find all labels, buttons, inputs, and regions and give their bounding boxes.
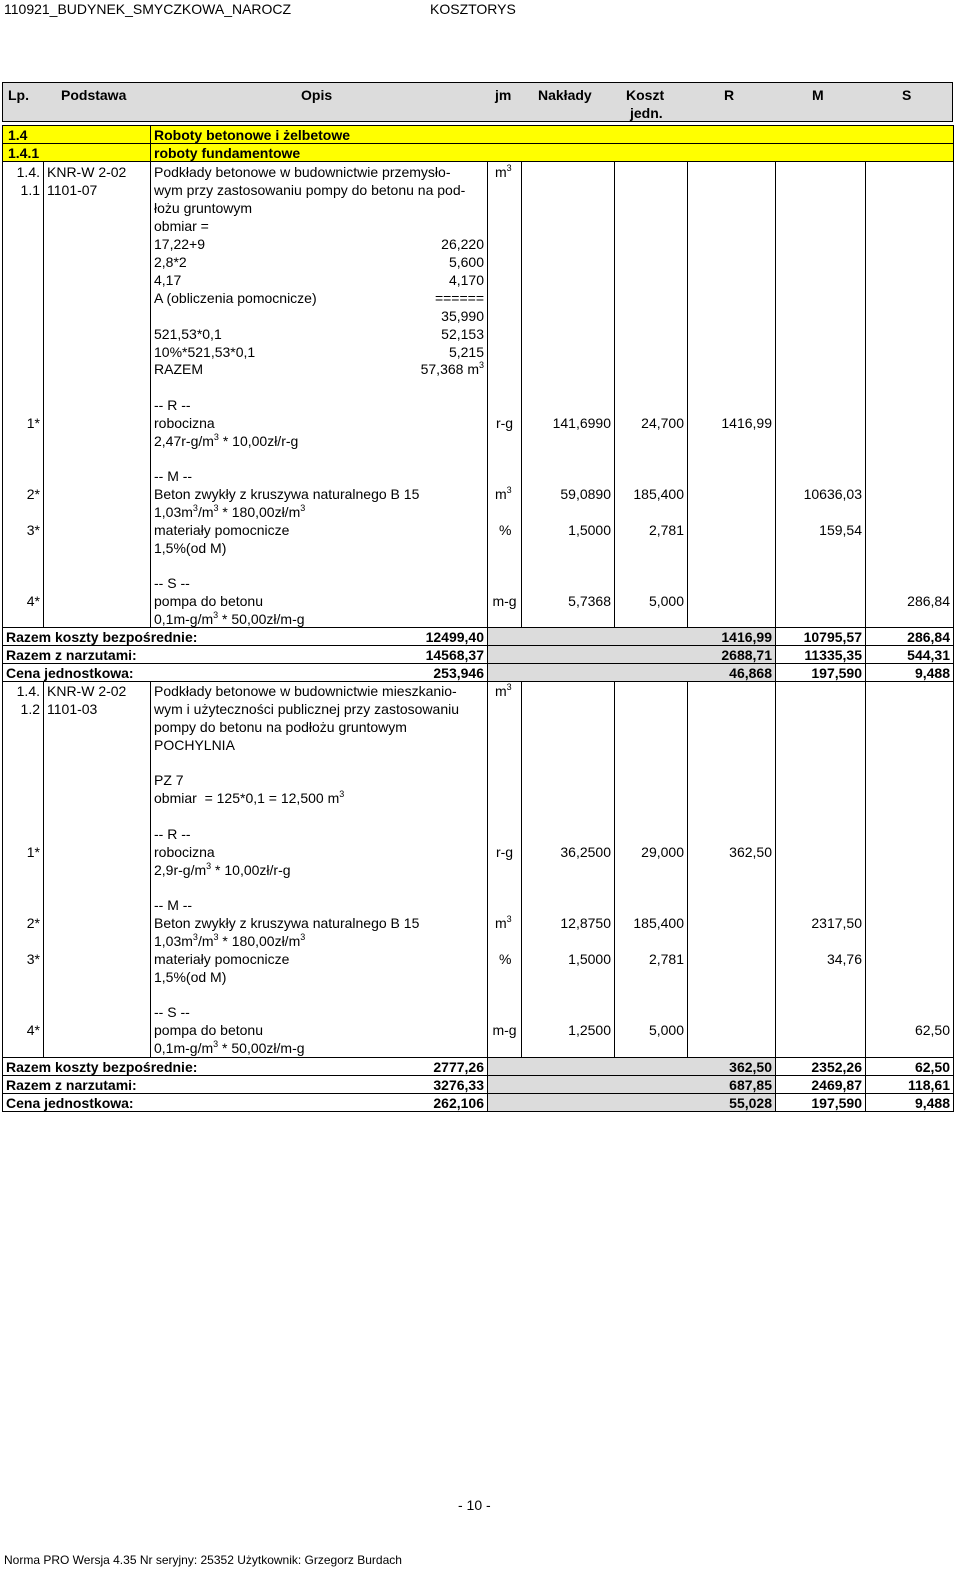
obmiar-expr: 10%*521,53*0,1 [154, 344, 256, 360]
pos1-m-group: -- M -- [154, 468, 193, 484]
rule [150, 682, 151, 1058]
pos1-razem-value: 57,368 $m^3$ [420, 360, 484, 377]
rule [775, 162, 776, 628]
pos2-lp: 1.4. [16, 683, 40, 699]
summary-total: 14568,37 [425, 647, 484, 663]
rule [953, 627, 954, 682]
rule [2, 1057, 3, 1112]
pos2-r1-lp: 1* [26, 844, 40, 860]
pos2-r1-r: 362,50 [729, 844, 772, 860]
obmiar-expr: 4,17 [154, 272, 182, 288]
pos1-obmiar-label: obmiar = [154, 218, 209, 234]
pos2-podstawa-b: 1101-03 [47, 701, 98, 717]
pos1-m2-m: 159,54 [819, 522, 862, 538]
pos1-m1-koszt: 185,400 [633, 486, 684, 502]
col-opis: Opis [301, 87, 333, 103]
pos2-m2-m: 34,76 [826, 951, 862, 967]
pos1-r1-norm: $2,47r-g/m^3$ * 10,00zł/r-g [154, 432, 299, 449]
pos2-opis-2: wym i użyteczności publicznej przy zastosowaniu [154, 701, 460, 717]
obmiar-expr: 521,53*0,1 [154, 326, 222, 342]
pos2-s1-jm: m-g [492, 1022, 517, 1038]
pos1-opis-2: wym przy zastosowaniu pompy do betonu na pod- [154, 182, 466, 198]
rule [487, 627, 488, 682]
pos1-s-group: -- S -- [154, 575, 190, 591]
rule [487, 1057, 488, 1112]
pos2-m-group: -- M -- [154, 897, 193, 913]
obmiar-value: 35,990 [441, 308, 484, 324]
pos1-r1-name: robocizna [154, 415, 215, 431]
pos1-r1-naklady: 141,6990 [552, 415, 611, 431]
summary-r: 362,50 [729, 1059, 772, 1075]
pos2-podstawa: KNR-W 2-02 [47, 683, 127, 699]
pos2-opis-1: Podkłady betonowe w budownictwie mieszkanio- [154, 683, 457, 699]
summary-label: Razem koszty bezpośrednie: [6, 1059, 198, 1075]
pos2-m1-jm: $m^3$ [495, 914, 512, 931]
col-m: M [812, 87, 824, 103]
section-number: 1.4 [8, 127, 28, 143]
summary-s: 9,488 [914, 1095, 950, 1111]
rule [2, 125, 953, 126]
document-type: KOSZTORYS [430, 1, 516, 17]
rule [2, 161, 953, 162]
summary-r: 687,85 [729, 1077, 772, 1093]
table-header [2, 82, 953, 122]
rule [687, 682, 688, 1058]
pos1-podstawa-b: 1101-07 [47, 182, 98, 198]
pos1-lp-b: 1.1 [20, 182, 40, 198]
pos2-opis-4: POCHYLNIA [154, 737, 235, 753]
pos1-s1-koszt: 5,000 [648, 593, 684, 609]
obmiar-value: 5,600 [448, 254, 484, 270]
obmiar-value: 5,215 [448, 344, 484, 360]
pos2-s1-s: 62,50 [914, 1022, 950, 1038]
pos1-r1-r: 1416,99 [721, 415, 772, 431]
footer-text: Norma PRO Wersja 4.35 Nr seryjny: 25352 Użytkownik: Grzegorz Burdach [4, 1553, 402, 1567]
obmiar-expr: A (obliczenia pomocnicze) [154, 290, 317, 306]
pos2-r1-koszt: 29,000 [641, 844, 684, 860]
pos1-opis-3: łożu gruntowym [154, 200, 253, 216]
summary-s: 62,50 [914, 1059, 950, 1075]
pos2-s1-koszt: 5,000 [648, 1022, 684, 1038]
rule [150, 162, 151, 628]
pos1-opis-1: Podkłady betonowe w budownictwie przemysło- [154, 164, 451, 180]
col-jm: jm [495, 87, 512, 103]
rule [953, 1057, 954, 1112]
obmiar-value: 4,170 [448, 272, 484, 288]
pos2-m2-name: materiały pomocnicze [154, 951, 290, 967]
rule [865, 682, 866, 1058]
col-koszt-jedn: jedn. [630, 105, 663, 121]
col-r: R [724, 87, 735, 103]
pos2-r1-jm: r-g [495, 844, 514, 860]
pos2-m1-naklady: 12,8750 [560, 915, 611, 931]
col-lp: Lp. [8, 87, 29, 103]
rule [487, 682, 488, 1058]
summary-s: 9,488 [914, 665, 950, 681]
rule [2, 682, 3, 1058]
pos2-m1-norm: $1,03m^3/m^3$ * $180,00zł/m^3$ [154, 932, 306, 949]
col-koszt: Koszt [626, 87, 665, 103]
pos1-m2-jm: % [499, 522, 512, 538]
rule [521, 162, 522, 628]
pos2-s1-norm: $0,1m-g/m^3$ * 50,00zł/m-g [154, 1039, 305, 1056]
summary-r: 1416,99 [721, 629, 772, 645]
rule [2, 627, 3, 682]
summary-label: Razem koszty bezpośrednie: [6, 629, 198, 645]
pos2-r1-norm: $2,9r-g/m^3$ * 10,00zł/r-g [154, 861, 291, 878]
pos1-m1-m: 10636,03 [803, 486, 862, 502]
rule [614, 682, 615, 1058]
pos2-s-group: -- S -- [154, 1004, 190, 1020]
summary-s: 118,61 [907, 1077, 950, 1093]
summary-total: 253,946 [433, 665, 484, 681]
rule [687, 162, 688, 628]
rule [150, 125, 151, 162]
pos1-s1-jm: m-g [492, 593, 517, 609]
pos2-m1-koszt: 185,400 [633, 915, 684, 931]
rule [2, 162, 3, 628]
pos1-m2-lp: 3* [26, 522, 40, 538]
pos1-s1-s: 286,84 [907, 593, 950, 609]
pos2-r1-naklady: 36,2500 [560, 844, 611, 860]
pos1-r1-jm: r-g [495, 415, 514, 431]
pos1-s1-norm: $0,1m-g/m^3$ * 50,00zł/m-g [154, 610, 305, 627]
pos2-s1-lp: 4* [26, 1022, 40, 1038]
pos1-m2-name: materiały pomocnicze [154, 522, 290, 538]
subsection-title: roboty fundamentowe [154, 145, 301, 161]
pos1-r1-koszt: 24,700 [641, 415, 684, 431]
rule [953, 125, 954, 162]
pos1-m1-naklady: 59,0890 [560, 486, 611, 502]
summary-m: 11335,35 [804, 647, 862, 663]
rule [614, 162, 615, 628]
pos2-pz: PZ 7 [154, 772, 184, 788]
pos2-m2-koszt: 2,781 [648, 951, 684, 967]
col-naklady: Nakłady [538, 87, 592, 103]
pos1-m1-name: Beton zwykły z kruszywa naturalnego B 15 [154, 486, 420, 502]
pos2-s1-name: pompa do betonu [154, 1022, 263, 1038]
file-name: 110921_BUDYNEK_SMYCZKOWA_NAROCZ [4, 1, 292, 17]
rule [487, 162, 488, 628]
rule [953, 682, 954, 1058]
summary-label: Razem z narzutami: [6, 647, 137, 663]
pos1-m2-naklady: 1,5000 [568, 522, 611, 538]
pos1-podstawa: KNR-W 2-02 [47, 164, 127, 180]
summary-total: 12499,40 [425, 629, 484, 645]
rule [865, 162, 866, 628]
rule [521, 682, 522, 1058]
pos2-r1-name: robocizna [154, 844, 215, 860]
pos1-r1-lp: 1* [26, 415, 40, 431]
obmiar-expr: 17,22+9 [154, 236, 205, 252]
pos2-obmiar: obmiar = 125*0,1 = 12,500 $m^3$ [154, 789, 345, 806]
summary-r: 2688,71 [721, 647, 772, 663]
pos1-razem-label: RAZEM [154, 361, 203, 377]
rule [43, 682, 44, 1058]
pos2-r-group: -- R -- [154, 826, 191, 842]
pos2-lp-b: 1.2 [20, 701, 40, 717]
pos2-m2-lp: 3* [26, 951, 40, 967]
pos2-s1-naklady: 1,2500 [568, 1022, 611, 1038]
summary-s: 544,31 [907, 647, 950, 663]
summary-total: 2777,26 [433, 1059, 484, 1075]
pos1-m2-norm: 1,5%(od M) [154, 540, 227, 556]
summary-s: 286,84 [907, 629, 950, 645]
subsection-number: 1.4.1 [8, 145, 40, 161]
summary-m: 2469,87 [811, 1077, 862, 1093]
summary-m: 2352,26 [811, 1059, 862, 1075]
rule [775, 682, 776, 1058]
rule [953, 162, 954, 628]
rule [43, 162, 44, 628]
pos2-m2-jm: % [499, 951, 512, 967]
page-number: - 10 - [458, 1497, 491, 1513]
summary-m: 197,590 [811, 665, 862, 681]
pos2-m1-lp: 2* [26, 915, 40, 931]
col-s: S [902, 87, 912, 103]
obmiar-value: 26,220 [441, 236, 484, 252]
pos1-s1-name: pompa do betonu [154, 593, 263, 609]
summary-m: 197,590 [811, 1095, 862, 1111]
summary-label: Cena jednostkowa: [6, 665, 134, 681]
pos1-s1-lp: 4* [26, 593, 40, 609]
summary-r: 46,868 [729, 665, 772, 681]
pos2-m1-name: Beton zwykły z kruszywa naturalnego B 15 [154, 915, 420, 931]
summary-total: 262,106 [433, 1095, 484, 1111]
summary-total: 3276,33 [433, 1077, 484, 1093]
pos1-s1-naklady: 5,7368 [568, 593, 611, 609]
rule [2, 125, 3, 162]
pos2-m2-naklady: 1,5000 [568, 951, 611, 967]
obmiar-expr: 2,8*2 [154, 254, 187, 270]
pos1-lp: 1.4. [16, 164, 40, 180]
summary-r: 55,028 [729, 1095, 772, 1111]
pos2-opis-3: pompy do betonu na podłożu gruntowym [154, 719, 407, 735]
pos2-jm: $m^3$ [495, 682, 512, 699]
obmiar-value: ====== [434, 290, 484, 306]
pos1-jm: $m^3$ [495, 163, 512, 180]
pos1-r-group: -- R -- [154, 397, 191, 413]
summary-m: 10795,57 [803, 629, 862, 645]
pos2-m1-m: 2317,50 [811, 915, 862, 931]
pos1-m1-lp: 2* [26, 486, 40, 502]
pos1-m2-koszt: 2,781 [648, 522, 684, 538]
summary-label: Razem z narzutami: [6, 1077, 137, 1093]
pos2-m2-norm: 1,5%(od M) [154, 969, 227, 985]
pos1-m1-jm: $m^3$ [495, 485, 512, 502]
summary-label: Cena jednostkowa: [6, 1095, 134, 1111]
section-title: Roboty betonowe i żelbetowe [154, 127, 351, 143]
obmiar-value: 52,153 [441, 326, 484, 342]
col-podstawa: Podstawa [61, 87, 127, 103]
pos1-m1-norm: $1,03m^3/m^3$ * $180,00zł/m^3$ [154, 503, 306, 520]
rule [2, 143, 953, 144]
